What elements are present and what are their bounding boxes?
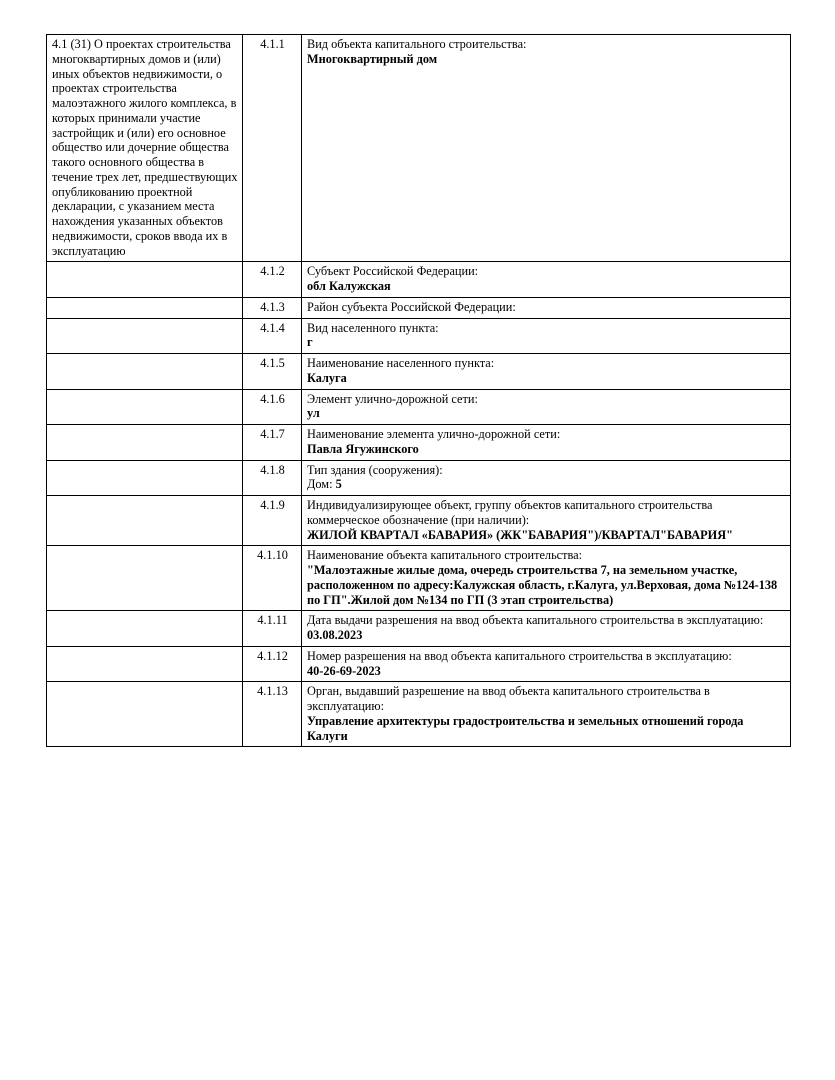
empty-description-cell (47, 496, 243, 546)
row-value-cell (302, 425, 791, 461)
row-label: Номер разрешения на ввод объекта капитального строительства в эксплуатацию: (307, 648, 732, 663)
empty-description-cell (47, 318, 243, 354)
table-row (47, 35, 791, 262)
empty-description-cell (47, 297, 243, 318)
empty-description-cell (47, 262, 243, 298)
row-value: ул (307, 406, 320, 421)
empty-description-cell (47, 682, 243, 747)
empty-description-cell (47, 425, 243, 461)
table-row (47, 646, 791, 682)
row-value-cell (302, 460, 791, 496)
row-value: Павла Ягужинского (307, 441, 419, 456)
row-code: 4.1.5 (243, 354, 302, 390)
row-value-cell (302, 546, 791, 611)
declaration-table (46, 34, 791, 747)
table-row (47, 682, 791, 747)
row-value: обл Калужская (307, 279, 391, 293)
row-value-cell (302, 297, 791, 318)
row-code: 4.1.9 (243, 496, 302, 546)
row-label: Наименование объекта капитального строительства: (307, 548, 583, 563)
table-row (47, 318, 791, 354)
row-value: г (307, 335, 313, 350)
table-row (47, 425, 791, 461)
row-label: Дата выдачи разрешения на ввод объекта капитального строительства в эксплуатацию: (307, 613, 764, 628)
row-code: 4.1.8 (243, 460, 302, 496)
table-row (47, 354, 791, 390)
table-row (47, 262, 791, 298)
table-row (47, 297, 791, 318)
row-value-cell (302, 262, 791, 298)
table-row (47, 389, 791, 425)
row-value: Многоквартирный дом (307, 51, 438, 66)
row-code: 4.1.11 (243, 611, 302, 647)
row-label: Наименование элемента улично-дорожной сети: (307, 427, 561, 441)
row-label: Наименование населенного пункта: (307, 356, 495, 370)
row-code: 4.1.13 (243, 682, 302, 747)
empty-description-cell (47, 460, 243, 496)
empty-description-cell (47, 611, 243, 647)
row-code: 4.1.2 (243, 262, 302, 298)
empty-description-cell (47, 546, 243, 611)
section-description-cell (47, 35, 243, 262)
row-value: 5 (335, 477, 342, 492)
section-title: 4.1 (31) О проектах строительства многоквартирных домов и (или) иных объектов недвижимости, о проектах строительства малоэтажного жилого комплекса, в которых принимали участие застройщик и (или) его основное общество или дочерние общества такого основного общества в течение трех лет, предшествующих опубликованию проектной декларации, с указанием места нахождения указанных объектов недвижимости, сроков ввода их в эксплуатацию (52, 37, 238, 258)
row-value-line (307, 477, 786, 492)
row-value-prefix: Дом: (307, 477, 336, 492)
row-code: 4.1.3 (243, 297, 302, 318)
row-code: 4.1.7 (243, 425, 302, 461)
row-code: 4.1.10 (243, 546, 302, 611)
row-value-cell (302, 682, 791, 747)
table-row (47, 611, 791, 647)
row-value-cell (302, 646, 791, 682)
row-label: Вид населенного пункта: (307, 320, 439, 335)
empty-description-cell (47, 646, 243, 682)
row-code: 4.1.1 (243, 35, 302, 262)
row-value: 40-26-69-2023 (307, 663, 381, 678)
row-label: Район субъекта Российской Федерации: (307, 299, 516, 314)
table-row (47, 460, 791, 496)
row-value-cell (302, 318, 791, 354)
row-code: 4.1.6 (243, 389, 302, 425)
table-row (47, 546, 791, 611)
row-label: Субъект Российской Федерации: (307, 264, 479, 279)
row-code: 4.1.4 (243, 318, 302, 354)
row-label: Орган, выдавший разрешение на ввод объекта капитального строительства в эксплуатацию: (307, 684, 710, 713)
row-value: Калуга (307, 370, 347, 385)
row-label: Тип здания (сооружения): (307, 462, 443, 477)
row-value: ЖИЛОЙ КВАРТАЛ «БАВАРИЯ» (ЖК"БАВАРИЯ")/КВАРТАЛ"БАВАРИЯ" (307, 527, 733, 542)
row-value-cell (302, 611, 791, 647)
row-value-cell (302, 389, 791, 425)
empty-description-cell (47, 389, 243, 425)
row-code: 4.1.12 (243, 646, 302, 682)
row-label: Индивидуализирующее объект, группу объектов капитального строительства коммерческое обозначение (при наличии): (307, 498, 713, 527)
row-value-cell (302, 496, 791, 546)
table-row (47, 496, 791, 546)
row-value: Управление архитектуры градостроительства и земельных отношений города Калуги (307, 713, 744, 743)
row-value-cell (302, 35, 791, 262)
row-label: Вид объекта капитального строительства: (307, 37, 527, 51)
row-value: 03.08.2023 (307, 628, 363, 642)
row-value-cell (302, 354, 791, 390)
empty-description-cell (47, 354, 243, 390)
row-value: "Малоэтажные жилые дома, очередь строительства 7, на земельном участке, расположенном по адресу:Калужская область, г.Калуга, ул.Верховая, дома №124-138 по ГП".Жилой дом №134 по ГП (3 этап строительства) (307, 563, 778, 607)
row-label: Элемент улично-дорожной сети: (307, 391, 478, 406)
